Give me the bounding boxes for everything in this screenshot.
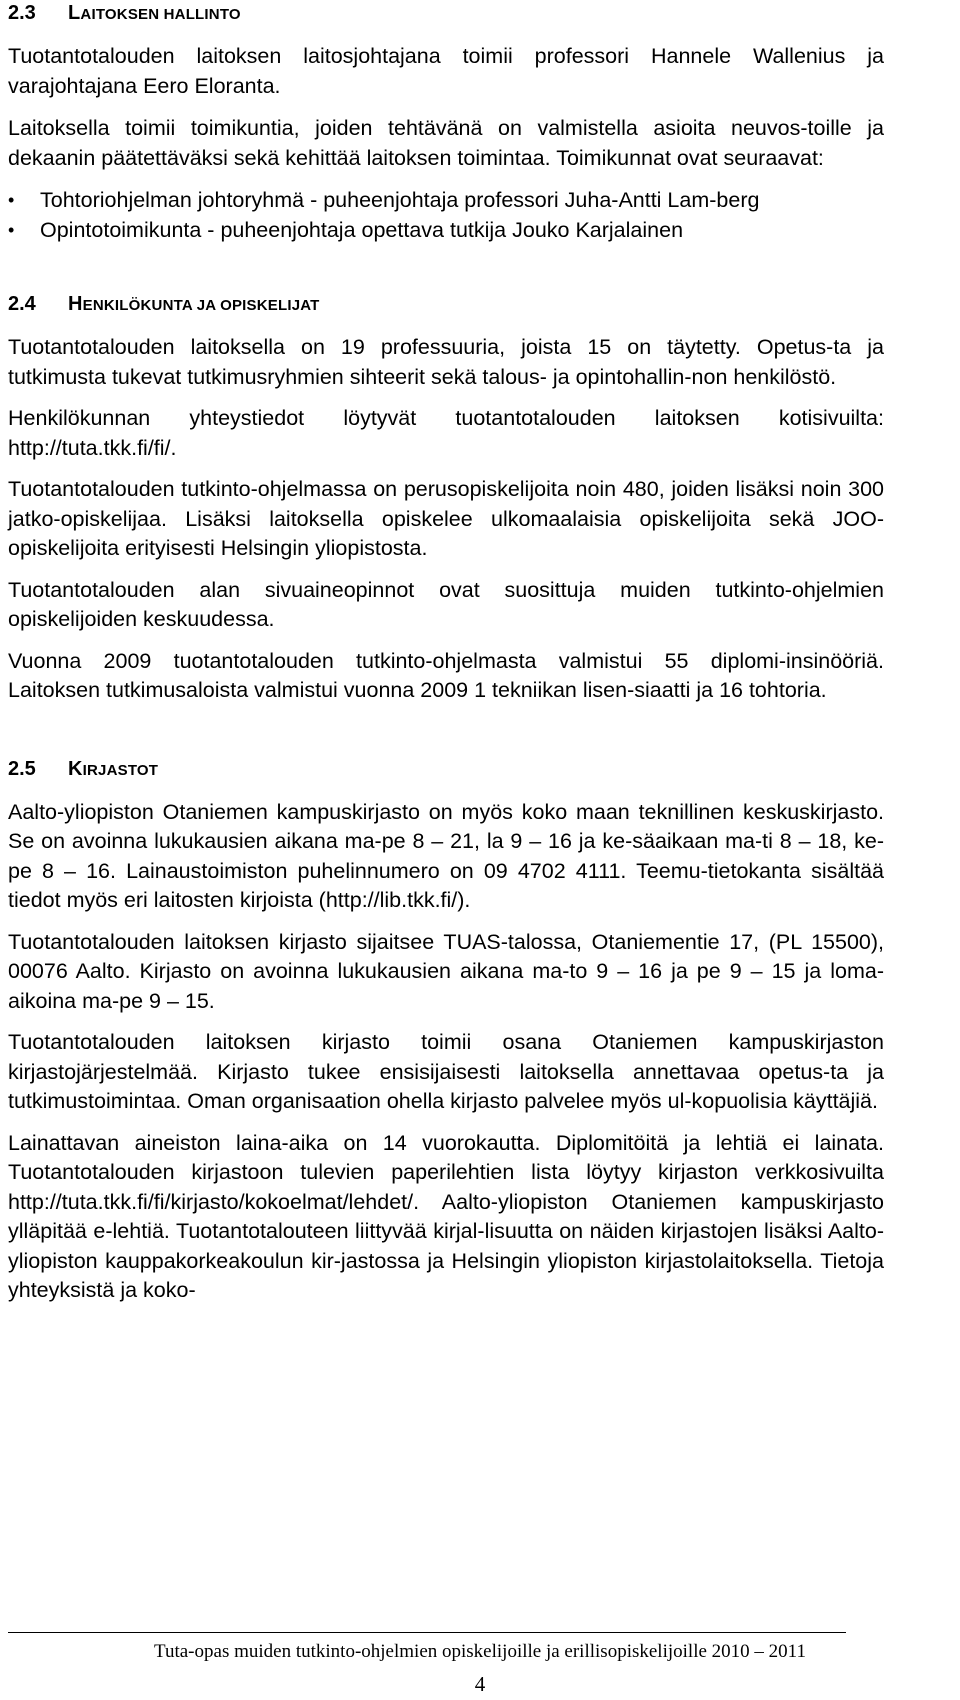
paragraph: Henkilökunnan yhteystiedot löytyvät tuotantotalouden laitoksen kotisivuilta: http://tuta.tkk.fi/fi/.	[8, 406, 884, 460]
section-title	[68, 0, 241, 28]
footer-divider	[8, 1632, 846, 1633]
paragraph: Tuotantotalouden laitoksella on 19 professuuria, joista 15 on täytetty. Opetus-ta ja tutkimusta tukevat tutkimusryhmien sihteerit sekä talous- ja opintohallin-non henkilöstö.	[8, 335, 884, 389]
section-title-initial: H	[68, 293, 83, 315]
page-content	[8, 0, 884, 1306]
section-heading-2-3	[8, 0, 884, 28]
paragraph: Aalto-yliopiston Otaniemen kampuskirjasto on myös koko maan teknillinen keskuskirjasto. Se on avoinna lukukausien aikana ma-pe 8 – 21, la 9 – 16 ja ke-säaikaan ma-ti 8 – 18, ke-pe 8 – 16. Lainaustoimiston puhelinnumero on 09 4702 4111. Teemu-tietokanta sisältää tiedot myös eri laitosten kirjoista (http://lib.tkk.fi/).	[8, 799, 884, 912]
paragraph: Tuotantotalouden alan sivuaineopinnot ovat suosittuja muiden tutkinto-ohjelmien opiskelijoiden keskuudessa.	[8, 577, 884, 631]
list-item-text: Opintotoimikunta - puheenjohtaja opettava tutkija Jouko Karjalainen	[40, 217, 684, 242]
section-title	[68, 291, 320, 319]
section-heading-2-5	[8, 756, 884, 784]
bullet-icon: •	[8, 190, 15, 210]
committee-list	[8, 186, 884, 245]
page-number: 4	[474, 1672, 486, 1696]
section-number: 2.5	[8, 757, 36, 780]
list-item	[8, 216, 884, 246]
list-item-text: Tohtoriohjelman johtoryhmä - puheenjohtaja professori Juha-Antti Lam-berg	[40, 188, 760, 212]
footer-text: Tuta-opas muiden tutkinto-ohjelmien opiskelijoille ja erillisopiskelijoille 2010 – 2011	[154, 1641, 806, 1662]
section-title-rest: AITOKSEN HALLINTO	[80, 6, 241, 23]
paragraph: Tuotantotalouden laitoksen laitosjohtajana toimii professori Hannele Wallenius ja varajohtajana Eero Eloranta.	[8, 44, 884, 98]
section-title-initial: K	[68, 757, 83, 780]
paragraph: Lainattavan aineiston laina-aika on 14 vuorokautta. Diplomitöitä ja lehtiä ei lainata. Tuotantotalouden kirjastoon tulevien paperilehtien lista löytyy kirjaston verkkosivuilta http://tuta.tkk.fi/fi/kirjasto/kokoelmat/lehdet/. Aalto-yliopiston Otaniemen kampuskirjasto ylläpitää e-lehtiä. Tuotantotalouteen liittyvää kirjal-lisuutta on näiden kirjastojen lisäksi Aalto-yliopiston kauppakorkeakoulun kir-jastossa ja Helsingin yliopiston kirjastolaitoksella. Tietoja yhteyksistä ja koko-	[8, 1130, 884, 1302]
list-item	[8, 186, 884, 216]
section-number: 2.3	[8, 2, 36, 24]
section-number: 2.4	[8, 293, 36, 315]
section-title	[68, 756, 158, 784]
paragraph: Tuotantotalouden laitoksen kirjasto toimii osana Otaniemen kampuskirjaston kirjastojärjestelmää. Kirjasto tukee ensisijaisesti laitoksella annettavaa opetus-ta ja tutkimustoimintaa. Oman organisaation ohella kirjasto palvelee myös ul-kopuolisia käyttäjiä.	[8, 1030, 884, 1113]
paragraph: Laitoksella toimii toimikuntia, joiden tehtävänä on valmistella asioita neuvos-toille ja dekaanin päätettäväksi sekä kehittää laitoksen toimintaa. Toimikunnat ovat seuraavat:	[8, 116, 884, 170]
section-title-rest: ENKILÖKUNTA JA OPISKELIJAT	[82, 297, 320, 314]
section-heading-2-4	[8, 291, 884, 319]
section-title-rest: IRJASTOT	[82, 761, 159, 779]
paragraph: Tuotantotalouden tutkinto-ohjelmassa on perusopiskelijoita noin 480, joiden lisäksi noin 300 jatko-opiskelijaa. Lisäksi laitoksella opiskelee ulkomaalaisia opiskelijoita sekä JOO-opiskelijoita erityisesti Helsingin yliopistosta.	[8, 477, 884, 560]
section-title-initial: L	[68, 2, 81, 24]
bullet-icon: •	[8, 219, 15, 240]
paragraph: Tuotantotalouden laitoksen kirjasto sijaitsee TUAS-talossa, Otaniementie 17, (PL 15500), 00076 Aalto. Kirjasto on avoinna lukukausien aikana ma-to 9 – 16 ja pe 9 – 15 ja loma-aikoina ma-pe 9 – 15.	[8, 929, 884, 1013]
paragraph: Vuonna 2009 tuotantotalouden tutkinto-ohjelmasta valmistui 55 diplomi-insinööriä. Laitoksen tutkimusaloista valmistui vuonna 2009 1 tekniikan lisen-siaatti ja 16 tohtoria.	[8, 648, 884, 702]
